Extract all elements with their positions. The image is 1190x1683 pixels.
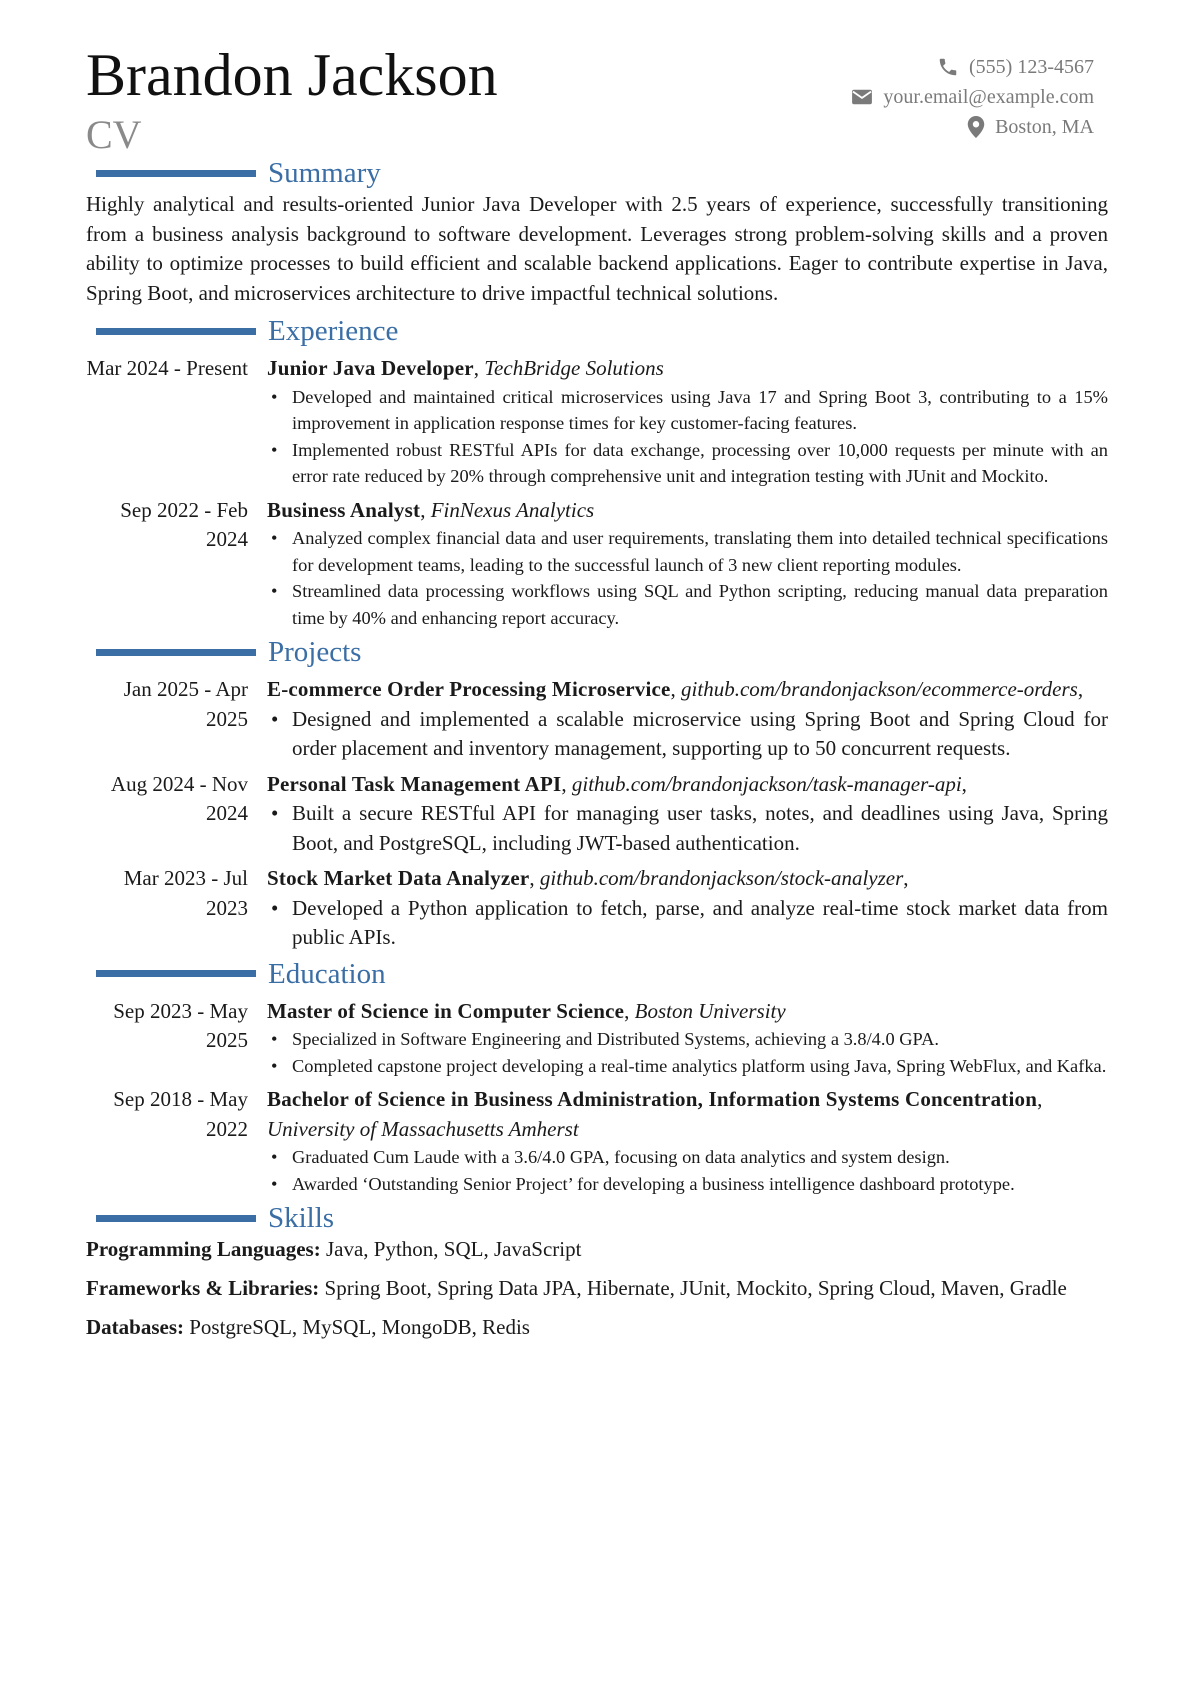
project-link[interactable]: github.com/brandonjackson/task-manager-api <box>571 771 962 796</box>
section-projects-heading <box>86 635 1108 669</box>
experience-entry <box>86 354 1108 490</box>
skill-value: PostgreSQL, MySQL, MongoDB, Redis <box>189 1315 530 1339</box>
comma-separator: , <box>1077 677 1084 701</box>
bullet-item: • Graduated Cum Laude with a 3.6/4.0 GPA, focusing on data analytics and system design. <box>267 1144 1108 1171</box>
bullet-item: • Developed a Python application to fetch, parse, and analyze real-time stock market data from public APIs. <box>267 894 1108 953</box>
comma-separator: , <box>529 866 535 890</box>
comma-separator: , <box>473 356 480 380</box>
section-title: Education <box>268 957 386 990</box>
project-name: E-commerce Order Processing Microservice <box>267 677 671 701</box>
entry-date: Sep 2018 - May 2022 <box>113 1087 248 1141</box>
project-link[interactable]: github.com/brandonjackson/ecommerce-orders <box>681 677 1078 701</box>
education-entry <box>86 997 1108 1080</box>
entry-heading <box>267 864 1108 894</box>
bullet-item: • Developed and maintained critical microservices using Java 17 and Spring Boot 3, contributing to a 15% improvement in application response times for key customer-facing features. <box>267 384 1108 437</box>
section-title: Experience <box>268 315 399 347</box>
email-link[interactable]: your.email@example.com <box>883 85 1094 108</box>
contact-email <box>851 82 1094 112</box>
comma-separator: , <box>420 497 426 522</box>
skill-row <box>86 1274 1108 1303</box>
project-name: Personal Task Management API <box>267 771 562 796</box>
section-bar <box>96 328 256 335</box>
degree-name: Bachelor of Science in Business Administration, Information Systems Concentration <box>267 1087 1038 1111</box>
project-entry <box>86 770 1108 859</box>
entry-heading <box>267 354 1108 384</box>
bullet-item: • Analyzed complex financial data and user requirements, translating them into detailed technical specifications for development teams, leading to the successful launch of 3 new client reporting modules. <box>267 525 1108 578</box>
contact-block <box>851 52 1094 142</box>
envelope-icon <box>851 88 873 106</box>
entry-org: FinNexus Analytics <box>430 497 595 522</box>
cv-content <box>86 156 1108 1352</box>
cv-name: Brandon Jackson <box>86 42 498 108</box>
contact-phone <box>851 52 1094 82</box>
entry-date: Aug 2024 - Nov 2024 <box>110 771 248 825</box>
bullet-item: • Implemented robust RESTful APIs for data exchange, processing over 10,000 requests per minute with an error rate reduced by 20% through comprehensive unit and integration testing with JUnit and Mockito. <box>267 437 1108 490</box>
entry-role: Business Analyst <box>267 497 421 522</box>
phone-icon <box>937 56 959 78</box>
education-entry <box>86 1085 1108 1197</box>
skill-row <box>86 1313 1108 1342</box>
section-education-heading <box>86 957 1108 991</box>
section-bar <box>96 649 256 656</box>
bullet-item: • Completed capstone project developing a real-time analytics platform using Java, Spring WebFlux, and Kafka. <box>267 1053 1108 1080</box>
entry-heading <box>267 1085 1108 1144</box>
phone-text[interactable]: (555) 123-4567 <box>969 55 1094 78</box>
project-link[interactable]: github.com/brandonjackson/stock-analyzer <box>539 866 904 890</box>
school-name: University of Massachusetts Amherst <box>267 1116 579 1141</box>
skill-label: Programming Languages: <box>86 1237 321 1261</box>
experience-entry <box>86 496 1108 632</box>
contact-location <box>851 112 1094 142</box>
summary-text: Highly analytical and results-oriented Junior Java Developer with 2.5 years of experience, successfully transitioning from a business analysis background to software development. Leverages strong problem-solving skills and a proven ability to optimize processes to build efficient and scalable backend applications. Eager to contribute expertise in Java, Spring Boot, and microservices architecture to drive impactful technical solutions. <box>86 192 1108 305</box>
bullet-item: • Designed and implemented a scalable microservice using Spring Boot and Spring Cloud for order placement and inventory management, supporting up to 50 concurrent requests. <box>267 705 1108 764</box>
section-title: Summary <box>268 157 381 189</box>
entry-date: Mar 2024 - Present <box>86 356 248 380</box>
entry-org: TechBridge Solutions <box>484 356 664 380</box>
comma-separator: , <box>1037 1087 1043 1111</box>
section-summary-heading <box>86 156 1108 190</box>
skill-row <box>86 1235 1108 1264</box>
bullet-item: • Streamlined data processing workflows using SQL and Python scripting, reducing manual data preparation time by 40% and enhancing report accuracy. <box>267 578 1108 631</box>
section-bar <box>96 1215 256 1222</box>
entry-date: Jan 2025 - Apr 2025 <box>123 677 248 731</box>
comma-separator: , <box>670 677 676 701</box>
skill-label: Frameworks & Libraries: <box>86 1276 320 1300</box>
comma-separator: , <box>961 771 967 796</box>
entry-date: Mar 2023 - Jul 2023 <box>123 866 248 920</box>
skill-label: Databases: <box>86 1315 184 1339</box>
bullet-item: • Awarded ‘Outstanding Senior Project’ for developing a business intelligence dashboard prototype. <box>267 1171 1108 1198</box>
project-entry <box>86 675 1108 764</box>
entry-role: Junior Java Developer <box>267 356 474 380</box>
section-bar <box>96 970 256 977</box>
entry-heading <box>267 770 1108 800</box>
entry-date: Sep 2023 - May 2025 <box>113 998 248 1052</box>
skills-list <box>86 1235 1108 1342</box>
section-title: Projects <box>268 636 362 668</box>
bullet-item: • Specialized in Software Engineering and Distributed Systems, achieving a 3.8/4.0 GPA. <box>267 1026 1108 1053</box>
comma-separator: , <box>624 998 630 1023</box>
section-title: Skills <box>268 1202 335 1234</box>
comma-separator: , <box>561 771 567 796</box>
cv-subtitle: CV <box>86 112 142 157</box>
entry-date: Sep 2022 - Feb 2024 <box>120 497 248 551</box>
project-entry <box>86 864 1108 953</box>
section-experience-heading <box>86 314 1108 348</box>
entry-heading <box>267 997 1108 1027</box>
skill-value: Java, Python, SQL, JavaScript <box>325 1237 582 1261</box>
section-bar <box>96 170 256 177</box>
degree-name: Master of Science in Computer Science <box>267 998 625 1023</box>
map-marker-icon <box>967 116 985 138</box>
project-name: Stock Market Data Analyzer <box>267 866 530 890</box>
skill-value: Spring Boot, Spring Data JPA, Hibernate, JUnit, Mockito, Spring Cloud, Maven, Gradle <box>324 1276 1067 1300</box>
entry-heading <box>267 675 1108 705</box>
location-text: Boston, MA <box>995 115 1094 138</box>
bullet-item: • Built a secure RESTful API for managing user tasks, notes, and deadlines using Java, Spring Boot, and PostgreSQL, including JWT-based authentication. <box>267 799 1108 858</box>
section-skills-heading <box>86 1201 1108 1235</box>
comma-separator: , <box>903 866 909 890</box>
entry-heading <box>267 496 1108 526</box>
school-name: Boston University <box>634 998 786 1023</box>
